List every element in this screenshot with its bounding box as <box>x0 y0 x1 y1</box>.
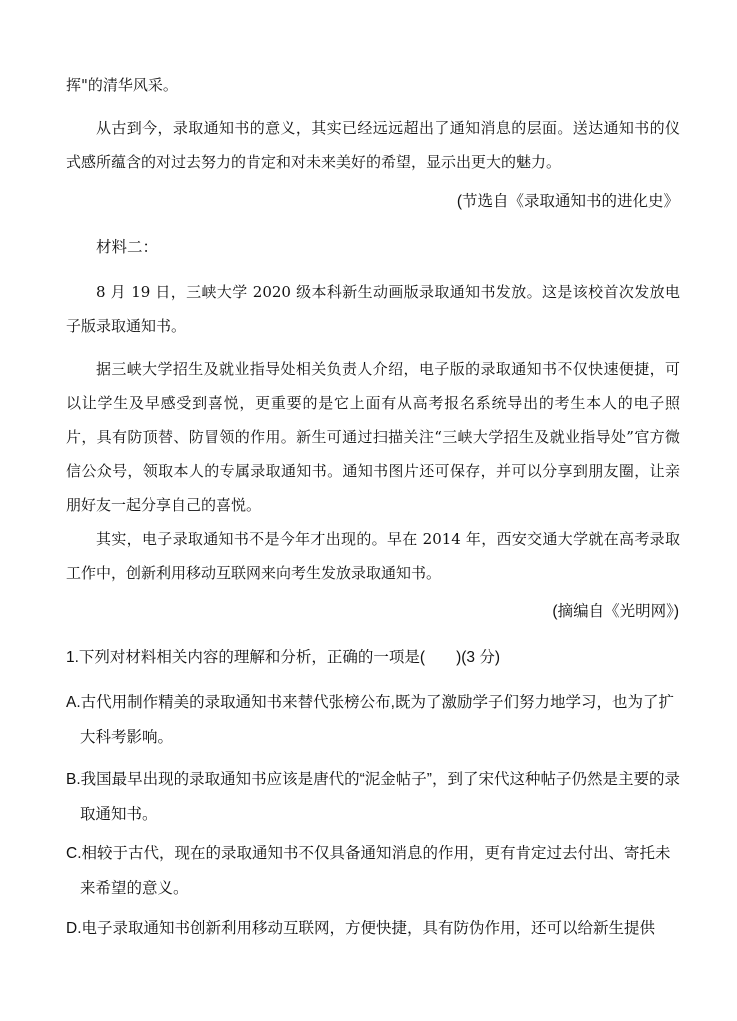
material-one-source: (节选自《录取通知书的进化史》 <box>456 193 679 210</box>
material-one-closing-paragraph: 从古到今，录取通知书的意义，其实已经远远超出了通知消息的层面。送达通知书的仪式感所蕴含的对过去努力的肯定和对未来美好的希望，显示出更大的魅力。 <box>66 119 680 171</box>
option-b: B.我国最早出现的录取通知书应该是唐代的“泥金帖子”，到了宋代这种帖子仍然是主要的录取通知书。 <box>66 771 680 823</box>
material-two-paragraph-1: 8 月 19 日，三峡大学 2020 级本科新生动画版录取通知书发放。这是该校首次发放电子版录取通知书。 <box>66 283 680 335</box>
material-two-source: (摘编自《光明网》) <box>552 603 679 620</box>
material-two-paragraph-2: 据三峡大学招生及就业指导处相关负责人介绍，电子版的录取通知书不仅快速便捷，可以让学生及早感受到喜悦，更重要的是它上面有从高考报名系统导出的考生本人的电子照片，具有防顶替、防冒领的作用。新生可通过扫描关注“三峡大学招生及就业指导处”官方微信公众号，领取本人的专属录取通知书。通知书图片还可保存，并可以分享到朋友圈，让亲朋好友一起分享自己的喜悦。 <box>66 360 680 514</box>
option-d: D.电子录取通知书创新利用移动互联网，方便快捷，具有防伪作用，还可以给新生提供 <box>66 920 656 937</box>
continued-line: 挥"的清华风采。 <box>66 76 178 94</box>
option-c: C.相较于古代，现在的录取通知书不仅具备通知消息的作用，更有肯定过去付出、寄托未来希望的意义。 <box>66 845 671 897</box>
question-stem: 1.下列对材料相关内容的理解和分析，正确的一项是( )(3 分) <box>66 649 501 666</box>
material-two-paragraph-3: 其实，电子录取通知书不是今年才出现的。早在 2014 年，西安交通大学就在高考录取工作中，创新利用移动互联网来向考生发放录取通知书。 <box>66 530 680 582</box>
option-a: A.古代用制作精美的录取通知书来替代张榜公布,既为了激励学子们努力地学习，也为了扩大科考影响。 <box>66 694 674 746</box>
material-two-heading: 材料二： <box>96 239 159 256</box>
